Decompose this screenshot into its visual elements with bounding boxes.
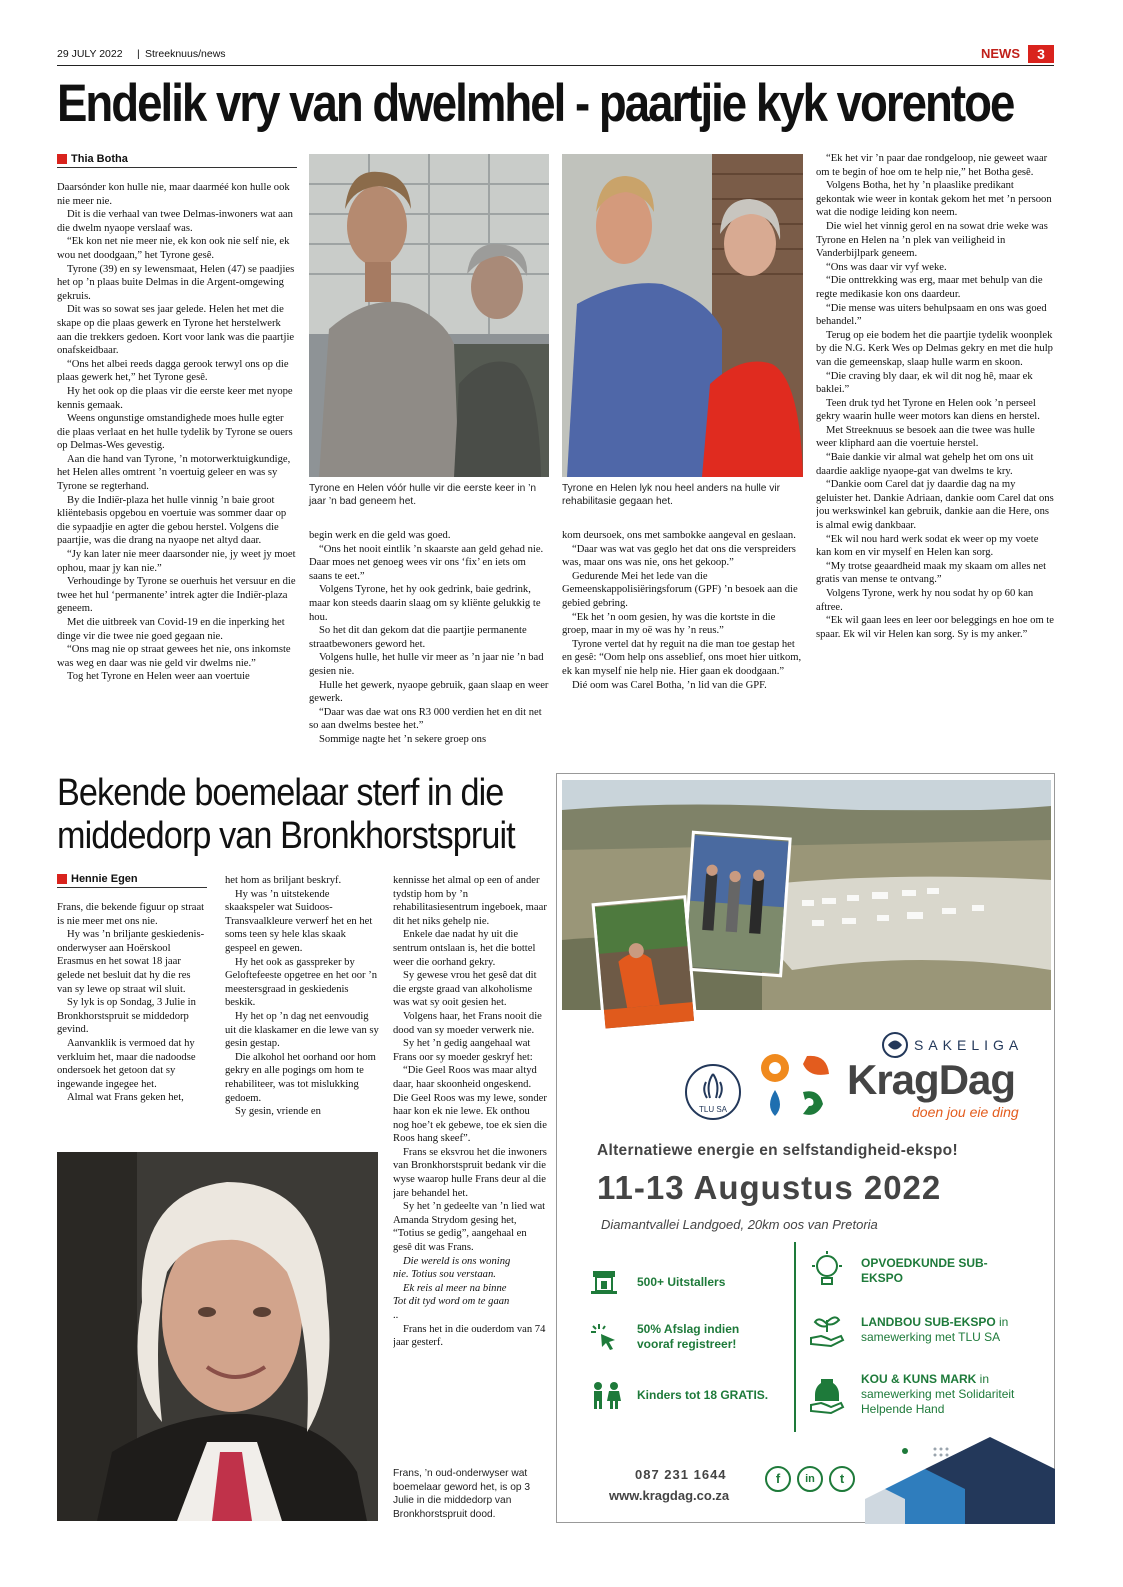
advert-website[interactable]: www.kragdag.co.za: [609, 1488, 730, 1503]
stall-icon: [589, 1267, 619, 1297]
portrait-photo: [57, 1152, 378, 1521]
paragraph: “Ek wil gaan lees en leer oor beleggings en hoe om te spaar. Ek wil vir Helen kan sorg. Sy is my anker.”: [816, 615, 1054, 640]
paragraph: het hom as briljant beskryf.: [225, 875, 342, 886]
poem-line: Die wereld is ons woning: [403, 1255, 511, 1267]
feature-discount-text: 50% Afslag indien vooraf registreer!: [637, 1322, 740, 1351]
paragraph: Frans het in die ouderdom van 74 jaar gesterf.: [393, 1323, 546, 1349]
linkedin-icon[interactable]: in: [797, 1466, 823, 1492]
paragraph: Daarsónder kon hulle nie, maar daarméé kon hulle ook nie meer nie.: [57, 182, 290, 207]
story2-headline: [57, 772, 547, 858]
advert-inset-photo-2: [592, 895, 698, 1033]
story1-col1: [57, 181, 296, 751]
paragraph: Hy was ’n briljante geskiedenis-onderwyser aan Hoërskool Erasmus en het sowat 18 jaar gelede net besluit dat hy die res van sy lewe op straat wil sluit.: [57, 929, 205, 995]
paragraph: Teen druk tyd het Tyrone en Helen ook ’n perseel gekry waarin hulle weer motors kan diens en herstel.: [816, 397, 1040, 423]
paragraph: “Daar was dae wat ons R3 000 verdien het en dit net so aan dwelms bestee het.”: [309, 706, 542, 732]
paragraph: Volgens Tyrone, werk hy nou sodat hy op 60 kan aftree.: [816, 588, 1034, 613]
issue-date: 29 JULY 2022: [57, 48, 123, 60]
paragraph: Tyrone vertel dat hy reguit na die man toe gestap het en gesê: “Oom help ons asseblief, ons moet hier uitkom, ek kan myself nie help nie. Hier gaan ek doodgaan.”: [562, 638, 802, 677]
paragraph: Volgens Tyrone, het hy ook gedrink, baie gedrink, maar kon steeds daarin slaag om sy kliënte gelukkig te hou.: [309, 584, 541, 623]
paragraph: Hulle het gewerk, nyaope gebruik, gaan slaap en weer gewerk.: [309, 679, 549, 705]
advert-decorative-shapes: [865, 1429, 1055, 1524]
poem-line: ..: [393, 1310, 399, 1321]
feature-education-text: [861, 1256, 1021, 1286]
paragraph: “Ons was daar vir vyf weke.: [826, 261, 947, 273]
paragraph: Met Streeknuus se besoek aan die twee was hulle weer kliphard aan die voertuie herstel.: [816, 424, 1035, 450]
paragraph: begin werk en die geld was goed.: [309, 530, 451, 541]
paragraph: Verhoudinge by Tyrone se ouerhuis het versuur en die twee het hul ‘permanente’ intrek agter die Indiër-plaza geneem.: [57, 576, 296, 615]
story2-headline-line2: middedorp van Bronkhorstspruit: [57, 815, 515, 857]
cursor-click-icon: [589, 1322, 619, 1352]
advert-headline: Alternatiewe energie en selfstandigheid-ekspo!: [597, 1142, 958, 1159]
paragraph: Met die uitbreek van Covid-19 en die inperking het dinge vir die twee nie goed gegaan nie.: [57, 617, 285, 642]
sakeliga-logo: [882, 1032, 1023, 1058]
poem-line: Ek reis al meer na binne: [403, 1282, 507, 1294]
paragraph: “Ek kon net nie meer nie, ek kon ook nie self nie, ek wou net doodgaan,” het Tyrone gesê.: [57, 236, 290, 261]
poem-line: nie. Totius sou verstaan.: [393, 1269, 496, 1281]
photo-before-caption: Tyrone en Helen vóór hulle vir die eerste keer in ’n jaar ’n bad geneem het.: [309, 483, 537, 507]
facebook-icon[interactable]: f: [765, 1466, 791, 1492]
paragraph: “Die craving bly daar, ek wil dit nog hê, maar ek baklei.”: [816, 370, 1033, 396]
paragraph: Sy het ’n gedig aangehaal wat Frans oor sy moeder geskryf het:: [393, 1038, 533, 1063]
paragraph: Dit was so sowat ses jaar gelede. Helen het met die skape op die plaas gewerk en Tyrone het herstelwerk aan die trekkers gedoen. Kort voor lank was die paartjie onafskeidbaar.: [57, 304, 295, 357]
story2-col2: [225, 874, 380, 1140]
story1-col2: [309, 529, 549, 751]
paragraph: Aan die hand van Tyrone, ’n motorwerktuigkundige, het Helen alles omtrent ’n voertuig geleer en was sy Tyrone se regterhand.: [57, 453, 291, 493]
tlu-logo: [685, 1064, 741, 1120]
twitter-icon[interactable]: t: [829, 1466, 855, 1492]
paragraph: Die wiel het vinnig gerol en na sowat drie weke was Tyrone en Helen na ’n plek van veiligheid in Vanderbijlpark geneem.: [816, 220, 1048, 260]
paragraph: Hy het ook op die plaas vir die eerste keer met nyope kennis gemaak.: [57, 385, 293, 411]
feature-agriculture-detail: in samewerking met TLU SA: [861, 1315, 1009, 1344]
feature-market-title: KOU & KUNS MARK: [861, 1372, 977, 1386]
kragdag-wordmark: KragDag: [847, 1056, 1016, 1103]
paragraph: “Ons het nooit eintlik ’n skaarste aan geld gehad nie. Daar moes net genoeg wees vir ons ‘fix’ en iets om saans te eet.”: [309, 543, 544, 582]
paragraph: Terug op eie bodem het die paartjie tydelik woonplek by die N.G. Kerk Wes op Delmas gekry en met die hulp van die gemeenskap, slaap hulle warm en skoon.: [816, 329, 1053, 368]
paragraph: Hy het ook as gasspreker by Geloftefeeste opgetree en het oor ’n meestersgraad in geskiedenis beskik.: [225, 956, 378, 1009]
story2-col1: [57, 901, 207, 1141]
sakeliga-wordmark: SAKELIGA: [914, 1037, 1024, 1053]
paragraph: “Die onttrekking was erg, maar met behulp van die regte medikasie kon ons daardeur.: [816, 275, 1043, 300]
paragraph: Sommige nagte het ’n sekere groep ons: [319, 733, 487, 745]
lightbulb-icon: [809, 1251, 845, 1291]
paragraph: “Die Geel Roos was maar altyd daar, haar skoonheid ongeskend. Die Geel Roos was my lewe, sonder haar kon ek nie lewe. Ek onthou nog hoe’t ek gebewe, toe ek sien die Roos hang skeef”.: [393, 1065, 547, 1145]
photo-before-image: [309, 154, 549, 477]
story2-col3: [393, 874, 547, 1454]
feature-children: [589, 1380, 809, 1410]
feature-market: [809, 1372, 1049, 1417]
advert-inset-photo-1: [682, 831, 792, 978]
feature-divider: [794, 1242, 796, 1432]
paragraph: Weens ongunstige omstandighede moes hulle egter die plaas verlaat en het hulle tydelik by Tyrone se ouers op Delmas-Wes gevestig.: [57, 413, 293, 452]
paragraph: “Jy kan later nie meer daarsonder nie, jy weet jy moet ophou, maar jy kan nie.”: [57, 549, 296, 574]
portrait-image: [57, 1152, 378, 1521]
paragraph: So het dit dan gekom dat die paartjie permanente straatbewoners geword het.: [309, 625, 527, 650]
feature-agriculture-text: [861, 1315, 1036, 1345]
paragraph: “My trotse geaardheid maak my skaam om alles net gratis van mense te ontvang.”: [816, 560, 1047, 586]
sakeliga-emblem-icon: [882, 1032, 908, 1058]
social-links: [765, 1466, 855, 1492]
byline-marker: [57, 874, 67, 884]
paragraph: Frans se eksvrou het die inwoners van Bronkhorstspruit bedank vir die wyse waarop hulle Frans deur al die jare behandel het.: [393, 1146, 547, 1199]
byline-author: Thia Botha: [71, 153, 128, 165]
section-label: NEWS: [981, 46, 1020, 61]
photo-after: [562, 154, 803, 477]
feature-exhibitors-text: 500+ Uitstallers: [637, 1275, 726, 1289]
paragraph: Enkele dae nadat hy uit die sentrum ontslaan is, het die bottel weer die oorhand gekry.: [393, 929, 536, 968]
feature-education-title: OPVOEDKUNDE SUB-EKSPO: [861, 1256, 988, 1285]
feature-discount: [589, 1322, 809, 1352]
advert-phone[interactable]: 087 231 1644: [635, 1467, 727, 1482]
tlu-flame-icon: [698, 1072, 728, 1100]
feature-market-detail: in samewerking met Solidariteit Helpende Hand: [861, 1372, 1015, 1416]
feature-children-text: Kinders tot 18 GRATIS.: [637, 1388, 769, 1402]
kragdag-tagline: doen jou eie ding: [912, 1104, 1019, 1120]
feature-exhibitors: [589, 1267, 799, 1297]
paragraph: “Ek het vir ’n paar dae rondgeloop, nie geweet waar om te begin of hoe om te help nie,” het Botha gesê.: [816, 153, 1048, 178]
paragraph: Hy was ’n uitstekende skaakspeler wat Suidoos-Transvaalkleure verwerf het en het soms teen sy hele klas skaak gespeel en gewen.: [225, 888, 373, 954]
feature-agriculture: [809, 1312, 1049, 1348]
paragraph: Dit is die verhaal van twee Delmas-inwoners wat aan die dwelm nyaope verslaaf was.: [57, 209, 293, 234]
paragraph: Dié oom was Carel Botha, ’n lid van die GPF.: [572, 679, 767, 691]
photo-after-caption: Tyrone en Helen lyk nou heel anders na hulle vir rehabilitasie gegaan het.: [562, 483, 781, 507]
paragraph: “Daar was wat vas geglo het dat ons die verspreiders was, maar ons was nie, ons het gekoop.”: [562, 543, 796, 569]
jar-hand-icon: [809, 1375, 845, 1415]
story1-col4: [816, 152, 1054, 750]
feature-market-text: [861, 1372, 1036, 1417]
kragdag-symbol-icon: [757, 1050, 837, 1122]
story1-byline: [57, 153, 297, 168]
tlu-label: TLU SA: [698, 1105, 727, 1114]
paragraph: “Baie dankie vir almal wat gehelp het om ons uit daardie aaklige nyaope-gat van dwelms te kry.: [816, 452, 1034, 477]
portrait-caption: Frans, ’n oud-onderwyser wat boemelaar geword het, is op 3 Julie in die middedorp van Bronkhorstspruit dood.: [393, 1468, 531, 1520]
paragraph: kennisse het almal op een of ander tydstip hom by ’n rehabilitasiesentrum ingeboek, maar dit het niks gehelp nie.: [393, 875, 547, 927]
paragraph: “Ek het ’n oom gesien, hy was die kortste in die groep, maar in my oë was hy ’n reus.”: [562, 611, 776, 637]
page-header: [57, 46, 1054, 66]
feature-education: [809, 1251, 1049, 1291]
paragraph: kom deursoek, ons met sambokke aangeval en geslaan.: [562, 530, 796, 541]
section-name: Streeknuus/news: [145, 48, 226, 60]
paragraph: Gedurende Mei het lede van die Gemeenskappolisiëringsforum (GPF) ’n besoek aan die gebied gebring.: [562, 570, 798, 609]
story1-col3: [562, 529, 802, 751]
paragraph: Volgens Botha, het hy ’n plaaslike predikant gekontak wie weer in kontak gekom het met ’n persoon wat die nodige leiding kon neem.: [816, 180, 1052, 219]
kragdag-advert: [556, 773, 1055, 1523]
paragraph: Hy het op ’n dag net eenvoudig uit die klaskamer en die lewe van sy gesin gestap.: [225, 1010, 379, 1050]
photo-before: [309, 154, 549, 477]
seedling-hand-icon: [809, 1312, 845, 1348]
paragraph: Sy gewese vrou het gesê dat dit die ergste graad van alkoholisme was wat sy ooit gesien het.: [393, 970, 537, 1009]
paragraph: Tyrone (39) en sy lewensmaat, Helen (47) se paadjies het op ’n plaas buite Delmas in die Argent-omgewing gekruis.: [57, 263, 295, 302]
paragraph: Volgens haar, het Frans nooit die dood van sy moeder verwerk nie.: [393, 1010, 542, 1036]
paragraph: Frans, die bekende figuur op straat is nie meer met ons nie.: [57, 902, 205, 927]
page-number: 3: [1028, 45, 1054, 63]
advert-venue: Diamantvallei Landgoed, 20km oos van Pretoria: [601, 1217, 878, 1232]
paragraph: By die Indiër-plaza het hulle vinnig ’n baie groot kliëntebasis opgebou en voertuie was sommer daar op die sypaadjie en agter die gebou herstel. Volgens die paartjie, was die drang na nyaope net altyd daar.: [57, 494, 287, 547]
paragraph: Volgens hulle, het hulle vir meer as ’n jaar nie ’n bad gesien nie.: [309, 652, 544, 677]
story2-headline-line1: Bekende boemelaar sterf in die: [57, 772, 504, 814]
paragraph: Almal wat Frans geken het,: [67, 1092, 184, 1104]
paragraph: “Ons mag nie op straat gewees het nie, ons inkomste was weg en daar was nie geld vir dwelms nie.”: [57, 644, 291, 669]
paragraph: Aanvanklik is vermoed dat hy verkluim het, maar die nadoodse ondersoek het getoon dat sy ingewande ingegee het.: [57, 1037, 196, 1090]
poem-line: Tot dit tyd word om te gaan: [393, 1296, 510, 1308]
feature-agriculture-title: LANDBOU SUB-EKSPO: [861, 1315, 996, 1329]
advert-dates: 11-13 Augustus 2022: [597, 1169, 942, 1206]
byline-author: Hennie Egen: [71, 873, 138, 885]
paragraph: “Ons het albei reeds dagga gerook terwyl ons op die plaas gewerk het,” het Tyrone gesê.: [57, 358, 289, 384]
paragraph: Sy gesin, vriende en: [235, 1106, 321, 1118]
header-divider: |: [137, 48, 140, 60]
paragraph: Sy het ’n gedeelte van ’n lied wat Amanda Strydom gesing het, “Totius se gedig”, aangehaal en gesê dit was Frans.: [393, 1201, 546, 1254]
paragraph: Tog het Tyrone en Helen weer aan voertuie: [67, 671, 250, 683]
paragraph: “Die mense was uiters behulpsaam en ons was goed behandel.”: [816, 302, 1047, 328]
paragraph: “Dankie oom Carel dat jy daardie dag na my geluister het. Dankie Adriaan, dankie oom Carel dat ons jou werkswinkel kan gebruik, dankie aan die Here, ons is almal ewig dankbaar.: [816, 479, 1054, 532]
paragraph: Die alkohol het oorhand oor hom gekry en alle pogings om hom te rehabiliteer, was tot mislukking gedoem.: [225, 1051, 376, 1104]
story1-headline: Endelik vry van dwelmhel - paartjie kyk vorentoe: [57, 74, 1014, 133]
photo-after-image: [562, 154, 803, 477]
paragraph: “Ek wil nou hard werk sodat ek weer op my voete kan kom en vir myself en Helen kan sorg.: [816, 533, 1039, 559]
children-icon: [589, 1380, 623, 1410]
byline-marker: [57, 154, 67, 164]
paragraph: Sy lyk is op Sondag, 3 Julie in Bronkhorstspruit se middedorp gevind.: [57, 997, 196, 1036]
story2-byline: [57, 873, 207, 888]
